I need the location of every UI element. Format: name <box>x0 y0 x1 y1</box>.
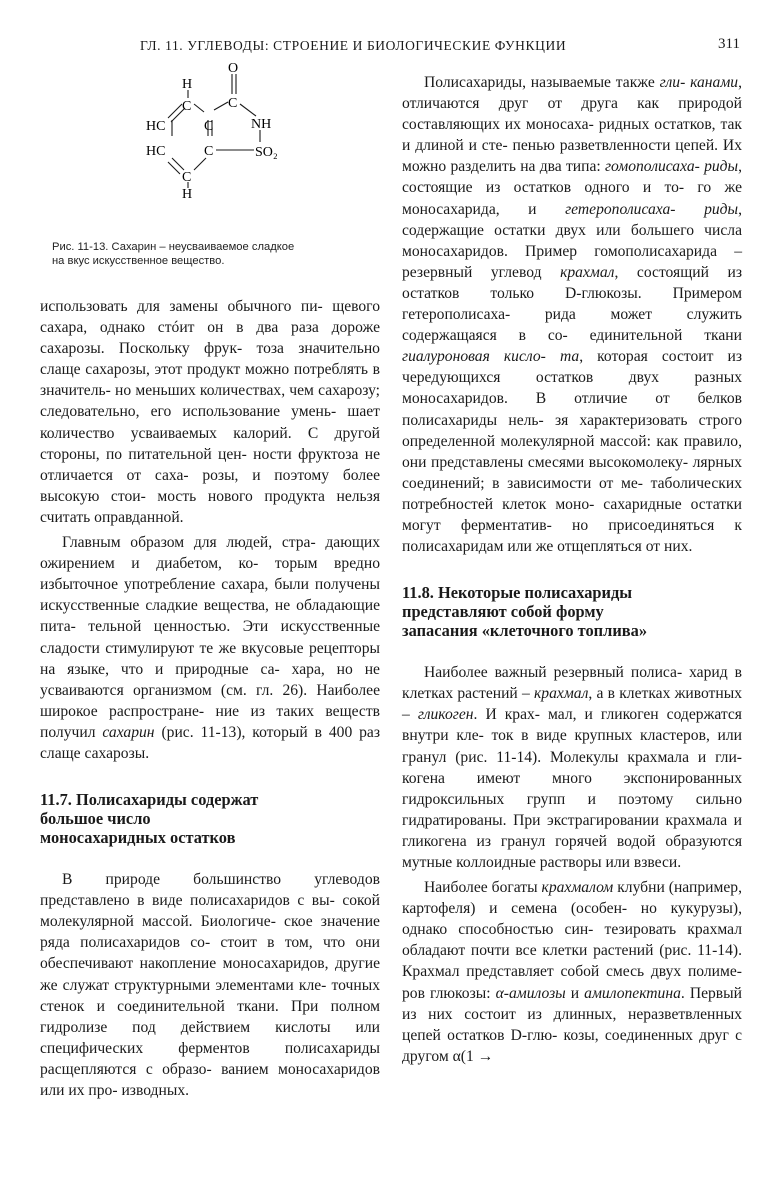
atom-hc-lower: HC <box>146 144 166 159</box>
atom-hc-upper: HC <box>146 119 166 134</box>
atom-h-bottom: H <box>182 187 193 200</box>
atom-c-low: C <box>204 144 214 159</box>
saccharin-structure <box>110 60 340 200</box>
atom-c-bottom: C <box>182 170 192 185</box>
section-heading-11-7: 11.7. Полисахариды содержат большое число моносахаридных остатков <box>40 790 259 848</box>
atom-nh: NH <box>251 117 272 132</box>
atom-h-top: H <box>182 77 193 92</box>
atom-c-mid: C <box>204 119 214 134</box>
running-header <box>40 34 740 58</box>
paragraph-sweeteners: Главным образом для людей, стра- дающих ожирением и диабетом, ко- торым вредно избыточное употребление сахара, были получены искусственные сладкие вещества, не обладающие пита- тельной ценностью. Эти искусственные сладости стимулируют те же вкусовые рецепторы на языке, что и природные са- хара, но не усваиваются организмом (см. гл. 26). Наиболее широкое распростране- ние из таких веществ получил сахарин (рис. 11-13), который в 400 раз слаще сахарозы. <box>40 534 381 762</box>
running-title: ГЛ. 11. УГЛЕВОДЫ: СТРОЕНИЕ И БИОЛОГИЧЕСКИЕ ФУНКЦИИ <box>140 38 567 53</box>
paragraph-glycans: Полисахариды, называемые также гли- канами, отличаются друг от друга как природой составляющих их моносаха- ридных остатков, так и длиной и сте- пенью разветвленности цепей. Их можно разделить на два типа: гомополисаха- риды, состоящие из остатков одного и то- го же моносахарида, и гетерополисаха- риды, содержащие остатки двух или большего числа моносахаридов. Пример гомополисахарида – резервный углевод крахмал, состоящий из остатков только D-глюкозы. Примером гетерополисаха- рида может служить содержащаяся в со- единительной ткани гиалуроновая кисло- та, которая состоит из чередующихся остатков двух разных моносахаридов. В отличие от белков полисахариды нель- зя характеризовать строго определенной молекулярной массой: как правило, они представлены смесями высокомолеку- лярных соединений; в зависимости от ме- таболических потребностей клеток моно- сахаридные остатки могут ферментатив- но присоединяться к полисахаридам или же отщепляться от них. <box>402 74 743 556</box>
atom-c-top: C <box>182 99 192 114</box>
right-column <box>402 72 742 1067</box>
paragraph-starch-glycogen: Наиболее важный резервный полиса- харид в клетках растений – крахмал, а в клетках животных – гликоген. И крах- мал, и гликоген содержатся внутри кле- ток в виде крупных кластеров, или гранул (рис. 11-14). Молекулы крахмала и гли- когена имеют много экспонированных гидроксильных групп и поэтому сильно гидратированы. При экстрагировании крахмала и гликогена из гранул горячей водой образуются мутные коллоидные растворы или взвеси. <box>402 664 743 871</box>
atom-o: O <box>228 61 239 76</box>
paragraph-polysaccharides-intro: В природе большинство углеводов представлено в виде полисахаридов с вы- сокой молекулярной массой. Биологиче- ское значение ряда полисахаридов со- стоит в том, что они обеспечивают накопление моносахаридов, другие же служат структурными элементами кле- точных стенок и соединительной ткани. При полном гидролизе под действием кислоты или специфических ферментов полисахариды расщепляются с образо- ванием моносахаридов или их про- изводных. <box>40 871 380 1099</box>
paragraph-starch-sources: Наиболее богаты крахмалом клубни (например, картофеля) и семена (особен- но кукурузы), однако способностью син- тезировать крахмал обладают почти все клетки растений (рис. 11-14). Крахмал представляет собой смесь двух полиме- ров глюкозы: α-амилозы и амилопектина. Первый из них состоит из длинных, неразветвленных цепей остатков D-глю- козы, соединенных друг с другом α(1 → <box>402 879 743 1065</box>
left-column <box>40 60 380 1101</box>
figure-saccharin <box>40 60 380 238</box>
atom-c-carbonyl: C <box>228 96 238 111</box>
atom-so2: SO₂ <box>255 145 278 160</box>
section-heading-11-8: 11.8. Некоторые полисахариды представляют собой форму запасания «клеточного топлива» <box>402 583 648 641</box>
page-number: 311 <box>718 36 740 52</box>
figure-caption: Рис. 11-13. Сахарин – неусваиваемое сладкое на вкус искусственное вещество. <box>52 241 295 267</box>
paragraph-fructose: использовать для замены обычного пи- щевого сахара, однако стóит он в два раза дороже сахарозы. Поскольку фрук- тоза значительно слаще сахарозы, этот продукт можно потреблять в значитель- но меньших количествах, чем сахарозу; следовательно, его использование умень- шает количество усваиваемых калорий. С другой стороны, по питательной цен- ности фруктоза не отличается от саха- розы, и поэтому более высокую стои- мость нового продукта нельзя считать оправданной. <box>40 298 381 526</box>
